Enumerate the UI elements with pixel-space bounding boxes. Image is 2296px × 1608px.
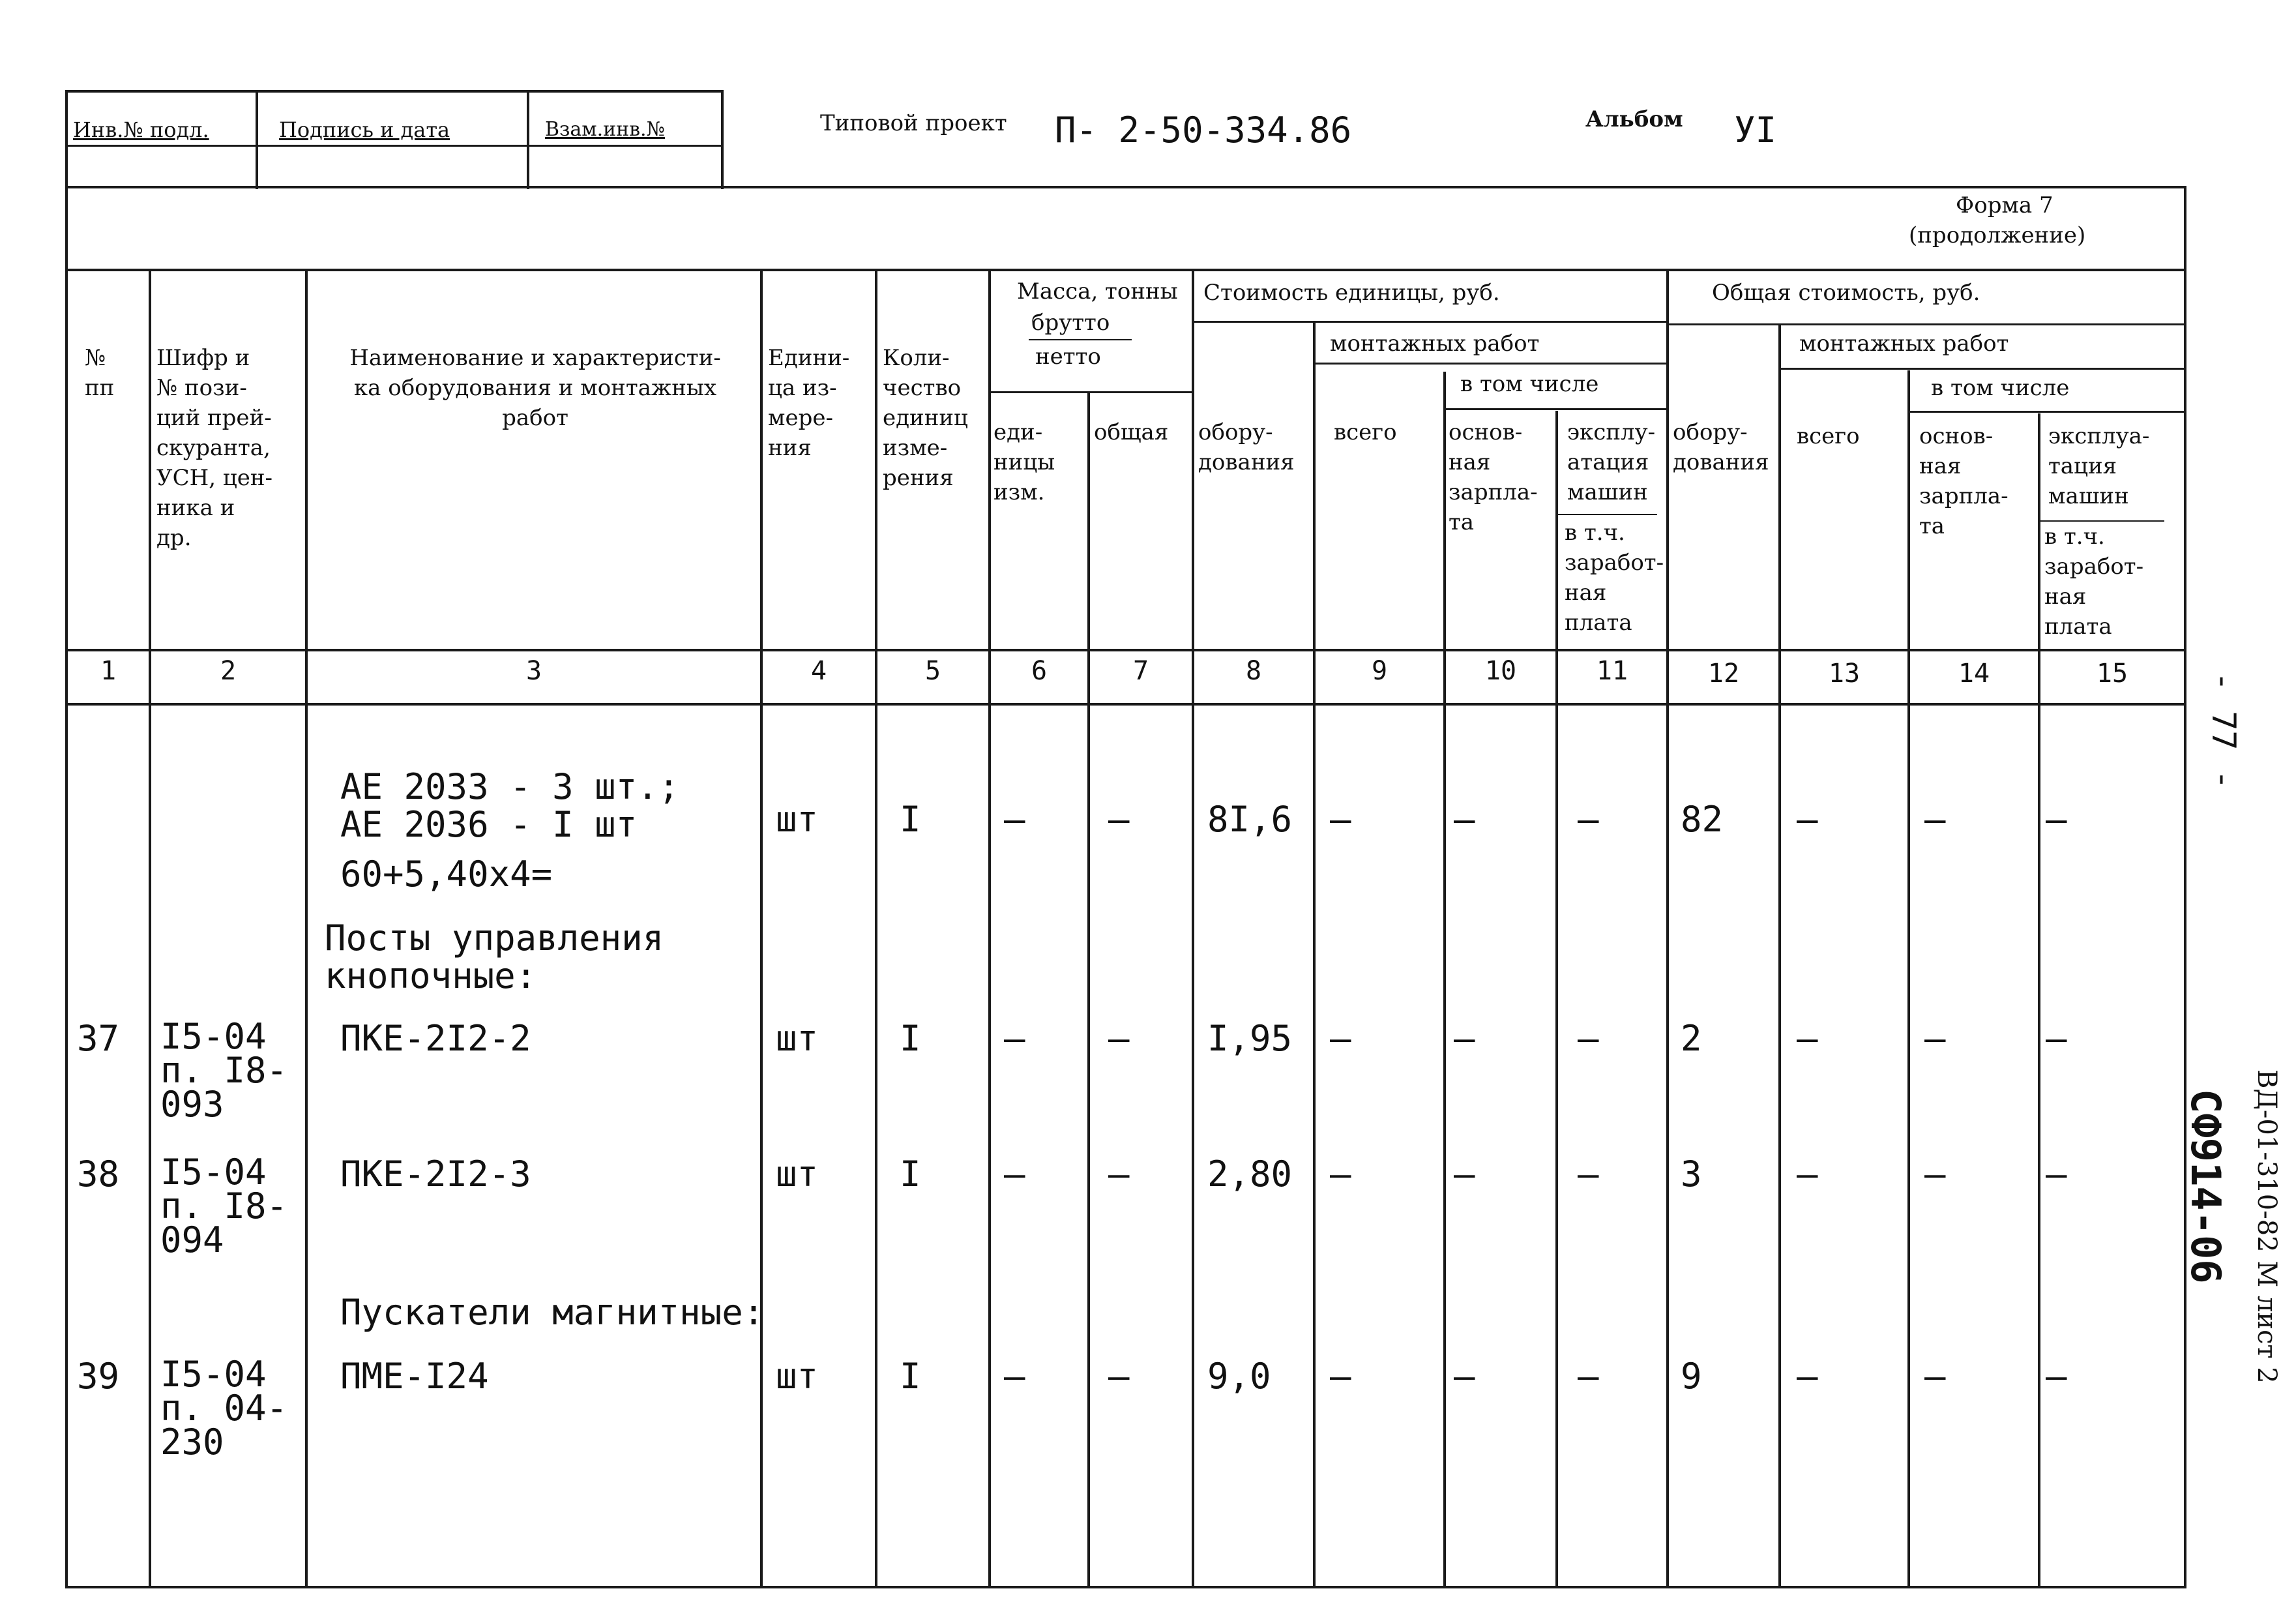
mass-unit: – [1004,799,1025,840]
mass-unit: – [1004,1018,1025,1059]
incl-header: в том числе [1460,371,1599,397]
col-number-5: 5 [924,656,941,686]
total-cost-salary: – [1924,799,1946,840]
col-number-4: 4 [810,656,827,686]
unit-cost-machines: – [1578,1018,1599,1059]
mass-total: – [1108,1356,1130,1397]
unit-cost-mont-total: – [1330,799,1351,840]
total-cost-salary: – [1924,1154,1946,1195]
total-cost-mont-total: – [1797,1154,1818,1195]
unit-cost-salary: – [1454,1018,1475,1059]
incl2-header: в том числе [1931,375,2070,401]
sheet-code: СФ914-06 [2182,1089,2230,1284]
form-subtitle: (продолжение) [1909,222,2086,248]
unit-cost-mont-total: – [1330,1018,1351,1059]
col15-header-b: в т.ч. заработ- ная плата [2044,524,2144,640]
document-reference: ВД-01-310-82 М лист 2 [2252,1069,2282,1384]
mont-group2-header: монтажных работ [1799,331,2009,357]
sign-label: Подпись и дата [279,117,450,142]
col14-header: основ- ная зарпла- та [1919,423,2009,539]
unit-cost-machines: – [1578,1356,1599,1397]
quantity: I [900,799,921,840]
quantity: I [900,1018,921,1059]
col-number-2: 2 [220,656,237,686]
col-number-6: 6 [1031,656,1048,686]
total-cost-machines: – [2046,1018,2067,1059]
unit-cost-equipment: 2,80 [1207,1154,1293,1195]
total-cost-salary: – [1924,1018,1946,1059]
unit-cost-machines: – [1578,799,1599,840]
album-label: Альбом [1585,106,1683,132]
col7-header: общая [1094,419,1169,445]
total-cost-equipment: 3 [1681,1154,1702,1195]
col8-header: обору- дования [1198,419,1295,475]
formula-line: 60+5,40х4= [340,854,553,895]
row-number: 37 [77,1018,120,1059]
total-cost-salary: – [1924,1356,1946,1397]
form-title: Форма 7 [1956,192,2053,218]
total-cost-machines: – [2046,1154,2067,1195]
album-number: УI [1734,110,1777,151]
unit-cost-salary: – [1454,799,1475,840]
total-cost-machines: – [2046,1356,2067,1397]
col-number-11: 11 [1596,656,1628,686]
section-heading-starters: Пускатели магнитные: [340,1292,765,1333]
col6-header: еди- ницы изм. [993,419,1055,505]
unit: шт [776,1356,819,1397]
unit: шт [776,799,819,840]
item-name: ПКЕ-2I2-3 [340,1154,531,1195]
unit-cost-mont-total: – [1330,1356,1351,1397]
mass-total: – [1108,799,1130,840]
mass-total: – [1108,1154,1130,1195]
col-number-13: 13 [1828,659,1861,689]
col11-header-b: в т.ч. заработ- ная плата [1565,520,1664,636]
col11-header-a: эксплу- атация машин [1567,419,1656,505]
unit-cost-equipment: 8I,6 [1207,799,1293,840]
total-cost-equipment: 9 [1681,1356,1702,1397]
quantity: I [900,1154,921,1195]
col-number-12: 12 [1707,659,1740,689]
page-number: - 77 - [2205,672,2243,790]
item-name: АЕ 2033 - 3 шт.; АЕ 2036 - I шт [340,766,680,845]
row-number: 39 [77,1356,120,1397]
total-cost-equipment: 2 [1681,1018,1702,1059]
mass-unit: – [1004,1154,1025,1195]
col-number-3: 3 [525,656,542,686]
unit-cost-machines: – [1578,1154,1599,1195]
col12-header: обору- дования [1673,419,1769,475]
col-number-15: 15 [2096,659,2128,689]
unit-cost-equipment: 9,0 [1207,1356,1271,1397]
col-number-1: 1 [100,656,117,686]
total-cost-mont-total: – [1797,1356,1818,1397]
col-number-10: 10 [1484,656,1517,686]
col9-header: всего [1334,419,1397,445]
quantity: I [900,1356,921,1397]
unit-cost-mont-total: – [1330,1154,1351,1195]
unit-cost-group-header: Стоимость единицы, руб. [1203,280,1500,306]
mass-total: – [1108,1018,1130,1059]
col15-header-a: эксплуа- тация машин [2048,423,2150,509]
item-name: ПМЕ-I24 [340,1356,489,1397]
mont-group-header: монтажных работ [1330,331,1540,357]
item-name: ПКЕ-2I2-2 [340,1018,531,1059]
col10-header: основ- ная зарпла- та [1449,419,1538,535]
project-label: Типовой проект [820,110,1007,136]
col5-header: Коли- чество единиц изме- рения [883,345,968,491]
col-number-9: 9 [1371,656,1388,686]
total-cost-equipment: 82 [1681,799,1724,840]
project-code: П- 2-50-334.86 [1055,110,1352,151]
total-cost-mont-total: – [1797,799,1818,840]
unit-cost-salary: – [1454,1154,1475,1195]
unit-cost-equipment: I,95 [1207,1018,1293,1059]
total-cost-group-header: Общая стоимость, руб. [1712,280,1980,306]
col4-header: Едини- ца из- мере- ния [768,345,850,461]
total-cost-machines: – [2046,799,2067,840]
mass-unit: – [1004,1356,1025,1397]
col-number-14: 14 [1958,659,1990,689]
col-number-7: 7 [1132,656,1149,686]
mass-netto-label: нетто [1035,344,1101,370]
inv-label: Инв.№ подл. [73,117,209,142]
col2-header: Шифр и № пози- ций прей- скуранта, УСН, цен- ника и др. [156,345,272,551]
col13-header: всего [1797,423,1860,449]
price-code: I5-04 п. 04- 230 [160,1354,288,1463]
col-number-8: 8 [1245,656,1262,686]
unit: шт [776,1018,819,1059]
row-number: 38 [77,1154,120,1195]
section-heading-posts: Посты управления кнопочные: [325,917,664,996]
mass-brutto-label: брутто [1031,310,1110,336]
col1-header: № пп [85,345,115,401]
mass-group-header: Масса, тонны [1017,278,1178,305]
col3-header: Наименование и характеристи- ка оборудования и монтажных работ [349,345,721,431]
unit-cost-salary: – [1454,1356,1475,1397]
vzam-label: Взам.инв.№ [545,118,665,141]
price-code: I5-04 п. I8- 094 [160,1152,288,1260]
total-cost-mont-total: – [1797,1018,1818,1059]
unit: шт [776,1154,819,1195]
price-code: I5-04 п. I8- 093 [160,1016,288,1125]
